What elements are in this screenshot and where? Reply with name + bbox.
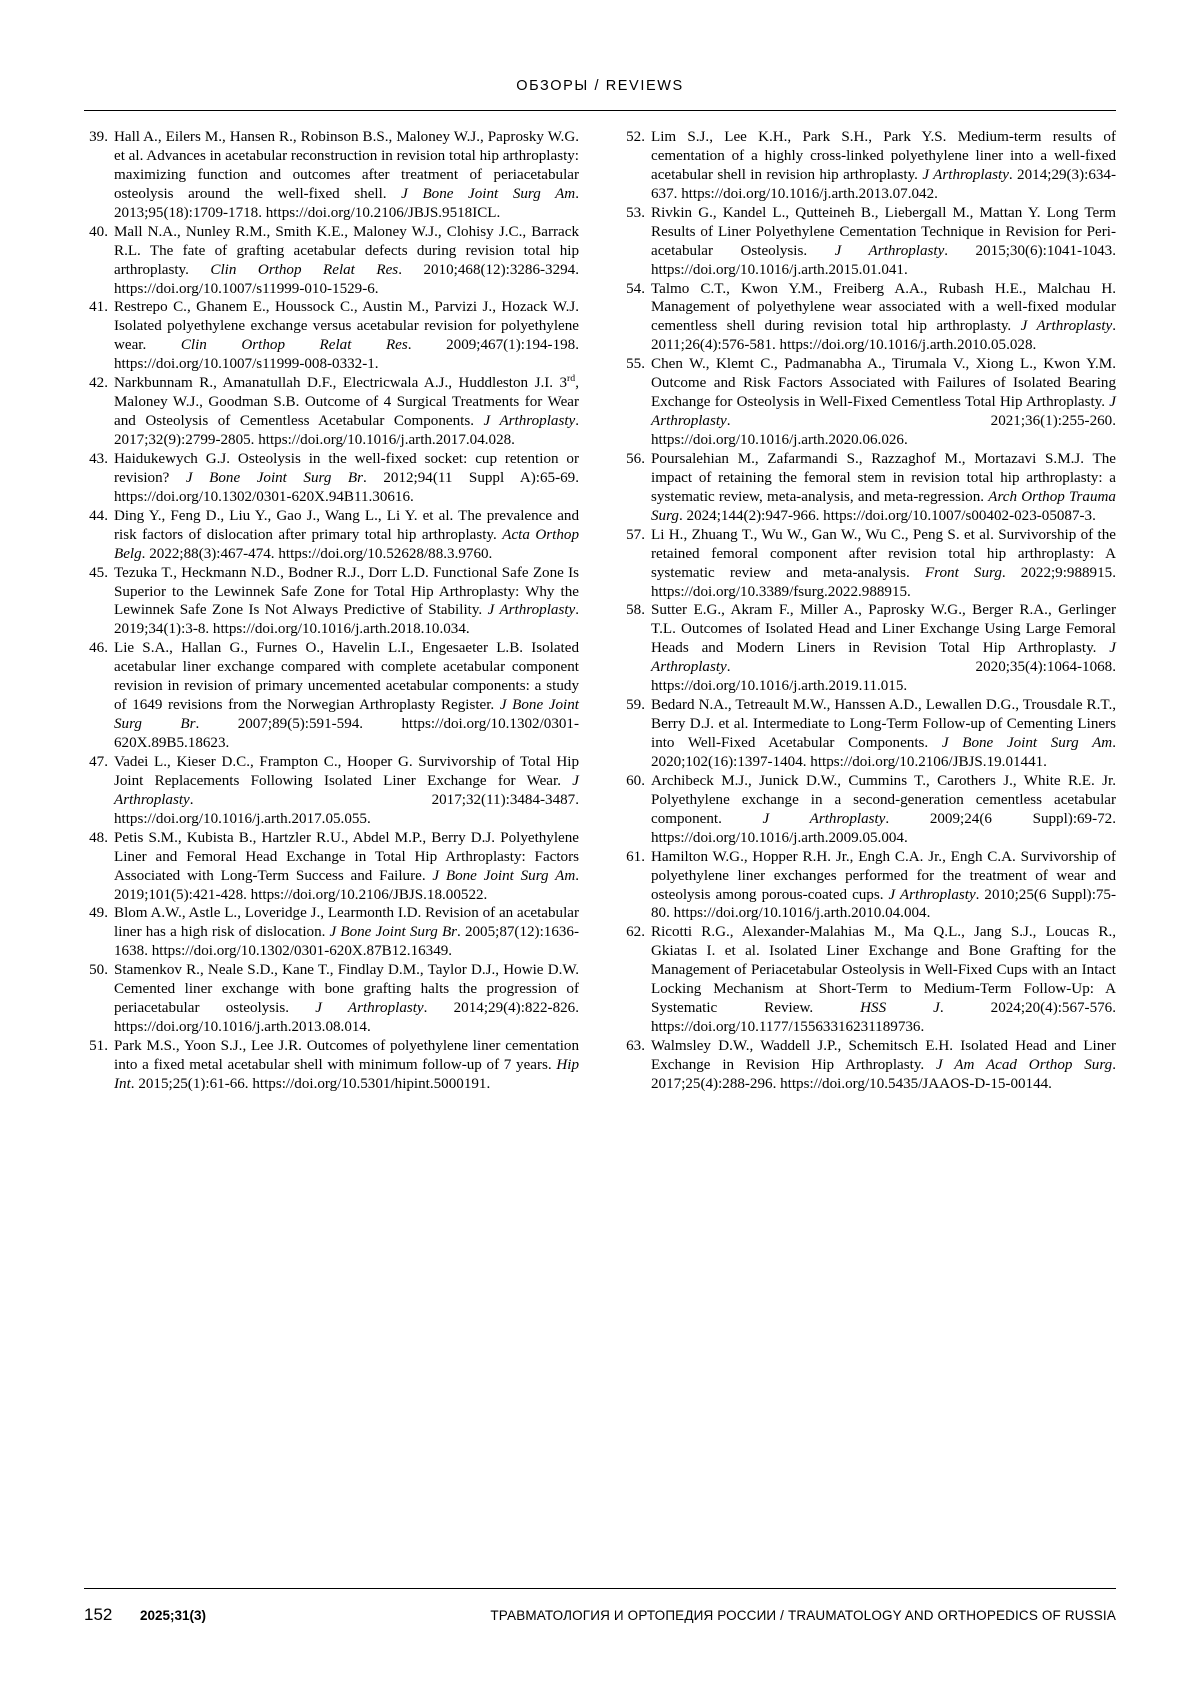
reference-list-right [621,128,1116,1094]
reference-text: Lie S.A., Hallan G., Furnes O., Havelin L.I., Engesaeter L.B. Isolated acetabular liner exchange compared with complete acetabular component revision in revision of primary uncemented acetabular components: a study of 1649 revisions from the Norwegian Arthroplasty Register. J Bone Joint Surg Br. 2007;89(5):591-594. https://doi.org/10.1302/0301-620X.89B5.18623. [114,640,580,751]
reference-item [84,450,579,507]
reference-number: 44. [89,507,108,524]
reference-text: Stamenkov R., Neale S.D., Kane T., Findlay D.M., Taylor D.J., Howie D.W. Cemented liner exchange with bone grafting halts the progression of periacetabular osteolysis. J Arthroplasty. 2014;29(4):822-826. https://doi.org/10.1016/j.arth.2013.08.014. [114,962,579,1036]
reference-text: Rivkin G., Kandel L., Qutteineh B., Liebergall M., Mattan Y. Long Term Results of Liner Polyethylene Cementation Technique in Revision for Peri-acetabular Osteolysis. J Arthroplasty. 2015;30(6):1041-1043. https://doi.org/10.1016/j.arth.2015.01.041. [651,204,1116,278]
reference-number: 49. [89,905,108,922]
reference-number: 56. [626,450,645,467]
reference-number: 51. [89,1038,108,1054]
reference-number: 63. [626,1038,645,1054]
reference-text: Vadei L., Kieser D.C., Frampton C., Hooper G. Survivorship of Total Hip Joint Replacements Following Isolated Liner Exchange for Wear. J Arthroplasty. 2017;32(11):3484-3487. https://doi.org/10.1016/j.arth.2017.05.055. [114,753,579,827]
reference-number: 47. [89,753,108,770]
issue-info: 2025;31(3) [140,1608,207,1623]
reference-text: Park M.S., Yoon S.J., Lee J.R. Outcomes of polyethylene liner cementation into a fixed metal acetabular shell with minimum follow-up of 7 years. Hip Int. 2015;25(1):61-66. https://doi.org/10.5301/hipint.5000191. [114,1038,579,1092]
reference-item [84,904,579,961]
reference-number: 60. [626,772,645,789]
reference-item [621,526,1116,602]
reference-number: 50. [89,962,108,979]
reference-number: 43. [89,450,108,467]
reference-text: Narkbunnam R., Amanatullah D.F., Electricwala A.J., Huddleston J.I. 3rd, Maloney W.J., Goodman S.B. Outcome of 4 Surgical Treatments for Wear and Osteolysis of Cementless Acetabular Components. J Arthroplasty. 2017;32(9):2799-2805. https://doi.org/10.1016/j.arth.2017.04.028. [114,373,579,448]
footer-divider [84,1588,1116,1589]
reference-number: 53. [626,204,645,221]
reference-text: Mall N.A., Nunley R.M., Smith K.E., Maloney W.J., Clohisy J.C., Barrack R.L. The fate of grafting acetabular defects during revision total hip arthroplasty. Clin Orthop Relat Res. 2010;468(12):3286-3294. https://doi.org/10.1007/s11999-010-1529-6. [114,223,580,297]
reference-item [84,639,579,753]
reference-item [621,601,1116,696]
reference-text: Poursalehian M., Zafarmandi S., Razzaghof M., Mortazavi S.M.J. The impact of retaining the femoral stem in revision total hip arthroplasty: a systematic review, meta-analysis, and meta-regression. Arch Orthop Trauma Surg. 2024;144(2):947-966. https://doi.org/10.1007/s00402-023-05087-3. [651,450,1116,524]
reference-number: 57. [626,526,645,543]
reference-item [621,128,1116,204]
reference-item [621,696,1116,772]
reference-text: Talmo C.T., Kwon Y.M., Freiberg A.A., Rubash H.E., Malchau H. Management of polyethylene wear associated with a well-fixed modular cementless shell during revision total hip arthroplasty. J Arthroplasty. 2011;26(4):576-581. https://doi.org/10.1016/j.arth.2010.05.028. [651,280,1116,354]
reference-column-right [621,128,1116,1094]
reference-item [84,374,579,450]
reference-text: Hall A., Eilers M., Hansen R., Robinson B.S., Maloney W.J., Paprosky W.G. et al. Advances in acetabular reconstruction in revision total hip arthroplasty: maximizing function and outcomes after treatment of periacetabular osteolysis around the well-fixed shell. J Bone Joint Surg Am. 2013;95(18):1709-1718. https://doi.org/10.2106/JBJS.9518ICL. [114,129,579,221]
reference-item [84,128,579,223]
reference-text: Ricotti R.G., Alexander-Malahias M., Ma Q.L., Jang S.J., Loucas R., Gkiatas I. et al. Isolated Liner Exchange and Bone Grafting for the Management of Periacetabular Osteolysis in Well-Fixed Cups with an Intact Locking Mechanism at Short-Term to Medium-Term Follow-Up: A Systematic Review. HSS J. 2024;20(4):567-576. https://doi.org/10.1177/15563316231189736. [651,924,1116,1036]
reference-text: Walmsley D.W., Waddell J.P., Schemitsch E.H. Isolated Head and Liner Exchange in Revision Hip Arthroplasty. J Am Acad Orthop Surg. 2017;25(4):288-296. https://doi.org/10.5435/JAAOS-D-15-00144. [651,1038,1116,1092]
reference-number: 41. [89,299,108,316]
reference-number: 42. [89,375,108,392]
reference-text: Sutter E.G., Akram F., Miller A., Paprosky W.G., Berger R.A., Gerlinger T.L. Outcomes of Isolated Head and Liner Exchange Using Large Femoral Heads and Modern Liners in Revision Total Hip Arthroplasty. J Arthroplasty. 2020;35(4):1064-1068. https://doi.org/10.1016/j.arth.2019.11.015. [651,602,1116,695]
reference-item [621,450,1116,526]
reference-item [84,1037,579,1094]
reference-number: 59. [626,697,645,714]
reference-text: Lim S.J., Lee K.H., Park S.H., Park Y.S. Medium-term results of cementation of a highly cross-linked polyethylene liner into a well-fixed acetabular shell in revision hip arthroplasty. J Arthroplasty. 2014;29(3):634-637. https://doi.org/10.1016/j.arth.2013.07.042. [651,129,1116,202]
reference-item [621,355,1116,450]
reference-text: Ding Y., Feng D., Liu Y., Gao J., Wang L., Li Y. et al. The prevalence and risk factors of dislocation after primary total hip arthroplasty. Acta Orthop Belg. 2022;88(3):467-474. https://doi.org/10.52628/88.3.9760. [114,507,579,562]
reference-number: 46. [89,640,108,657]
reference-item [621,772,1116,848]
reference-item [84,223,579,299]
reference-number: 52. [626,129,645,145]
reference-number: 61. [626,848,645,865]
reference-text: Hamilton W.G., Hopper R.H. Jr., Engh C.A. Jr., Engh C.A. Survivorship of polyethylene liner exchanges performed for the treatment of wear and osteolysis among porous-coated cups. J Arthroplasty. 2010;25(6 Suppl):75-80. https://doi.org/10.1016/j.arth.2010.04.004. [651,848,1117,922]
reference-text: Haidukewych G.J. Osteolysis in the well-fixed socket: cup retention or revision? J Bone Joint Surg Br. 2012;94(11 Suppl A):65-69. https://doi.org/10.1302/0301-620X.94B11.30616. [114,450,579,505]
reference-item [84,753,579,829]
reference-text: Chen W., Klemt C., Padmanabha A., Tirumala V., Xiong L., Kwon Y.M. Outcome and Risk Factors Associated with Failures of Isolated Bearing Exchange for Osteolysis in Well-Fixed Cementless Total Hip Arthroplasty. J Arthroplasty. 2021;36(1):255-260. https://doi.org/10.1016/j.arth.2020.06.026. [651,356,1116,448]
reference-text: Li H., Zhuang T., Wu W., Gan W., Wu C., Peng S. et al. Survivorship of the retained femoral component after revision total hip arthroplasty: A systematic review and meta-analysis. Front Surg. 2022;9:988915. https://doi.org/10.3389/fsurg.2022.988915. [651,526,1116,600]
reference-columns [84,128,1116,1094]
reference-item [84,564,579,640]
reference-number: 48. [89,829,108,846]
header-divider [84,110,1116,111]
reference-item [621,923,1116,1037]
reference-number: 54. [626,280,645,297]
reference-item [621,280,1116,356]
reference-number: 45. [89,564,108,581]
reference-item [621,204,1116,280]
reference-number: 58. [626,602,645,619]
reference-text: Petis S.M., Kubista B., Hartzler R.U., Abdel M.P., Berry D.J. Polyethylene Liner and Femoral Head Exchange in Total Hip Arthroplasty: Factors Associated with Long-Term Success and Failure. J Bone Joint Surg Am. 2019;101(5):421-428. https://doi.org/10.2106/JBJS.18.00522. [114,829,579,903]
reference-number: 55. [626,356,645,373]
reference-item [84,507,579,564]
reference-text: Archibeck M.J., Junick D.W., Cummins T., Carothers J., White R.E. Jr. Polyethylene exchange in a second-generation cementless acetabular component. J Arthroplasty. 2009;24(6 Suppl):69-72. https://doi.org/10.1016/j.arth.2009.05.004. [651,772,1116,846]
running-header: ОБЗОРЫ / REVIEWS [516,78,684,94]
journal-title: ТРАВМАТОЛОГИЯ И ОРТОПЕДИЯ РОССИИ / TRAUMATOLOGY AND ORTHOPEDICS OF RUSSIA [490,1608,1116,1623]
reference-text: Restrepo C., Ghanem E., Houssock C., Austin M., Parvizi J., Hozack W.J. Isolated polyethylene exchange versus acetabular revision for polyethylene wear. Clin Orthop Relat Res. 2009;467(1):194-198. https://doi.org/10.1007/s11999-008-0332-1. [114,299,579,373]
reference-text: Tezuka T., Heckmann N.D., Bodner R.J., Dorr L.D. Functional Safe Zone Is Superior to the Lewinnek Safe Zone for Total Hip Arthroplasty: Why the Lewinnek Safe Zone Is Not Always Predictive of Stability. J Arthroplasty. 2019;34(1):3-8. https://doi.org/10.1016/j.arth.2018.10.034. [114,564,579,638]
page-footer [84,1605,1116,1625]
reference-number: 40. [89,223,108,240]
reference-item [84,298,579,374]
page-number: 152 [84,1605,113,1624]
reference-item [621,848,1116,924]
reference-list-left [84,128,579,1094]
reference-item [84,829,579,905]
reference-number: 39. [89,129,108,145]
reference-column-left [84,128,579,1094]
reference-text: Blom A.W., Astle L., Loveridge J., Learmonth I.D. Revision of an acetabular liner has a high risk of dislocation. J Bone Joint Surg Br. 2005;87(12):1636-1638. https://doi.org/10.1302/0301-620X.87B12.16349. [114,905,579,960]
reference-text: Bedard N.A., Tetreault M.W., Hanssen A.D., Lewallen D.G., Trousdale R.T., Berry D.J. et al. Intermediate to Long-Term Follow-up of Cementing Liners into Well-Fixed Acetabular Components. J Bone Joint Surg Am. 2020;102(16):1397-1404. https://doi.org/10.2106/JBJS.19.01441. [651,697,1116,770]
reference-item [84,961,579,1037]
reference-item [621,1037,1116,1094]
reference-number: 62. [626,924,645,941]
